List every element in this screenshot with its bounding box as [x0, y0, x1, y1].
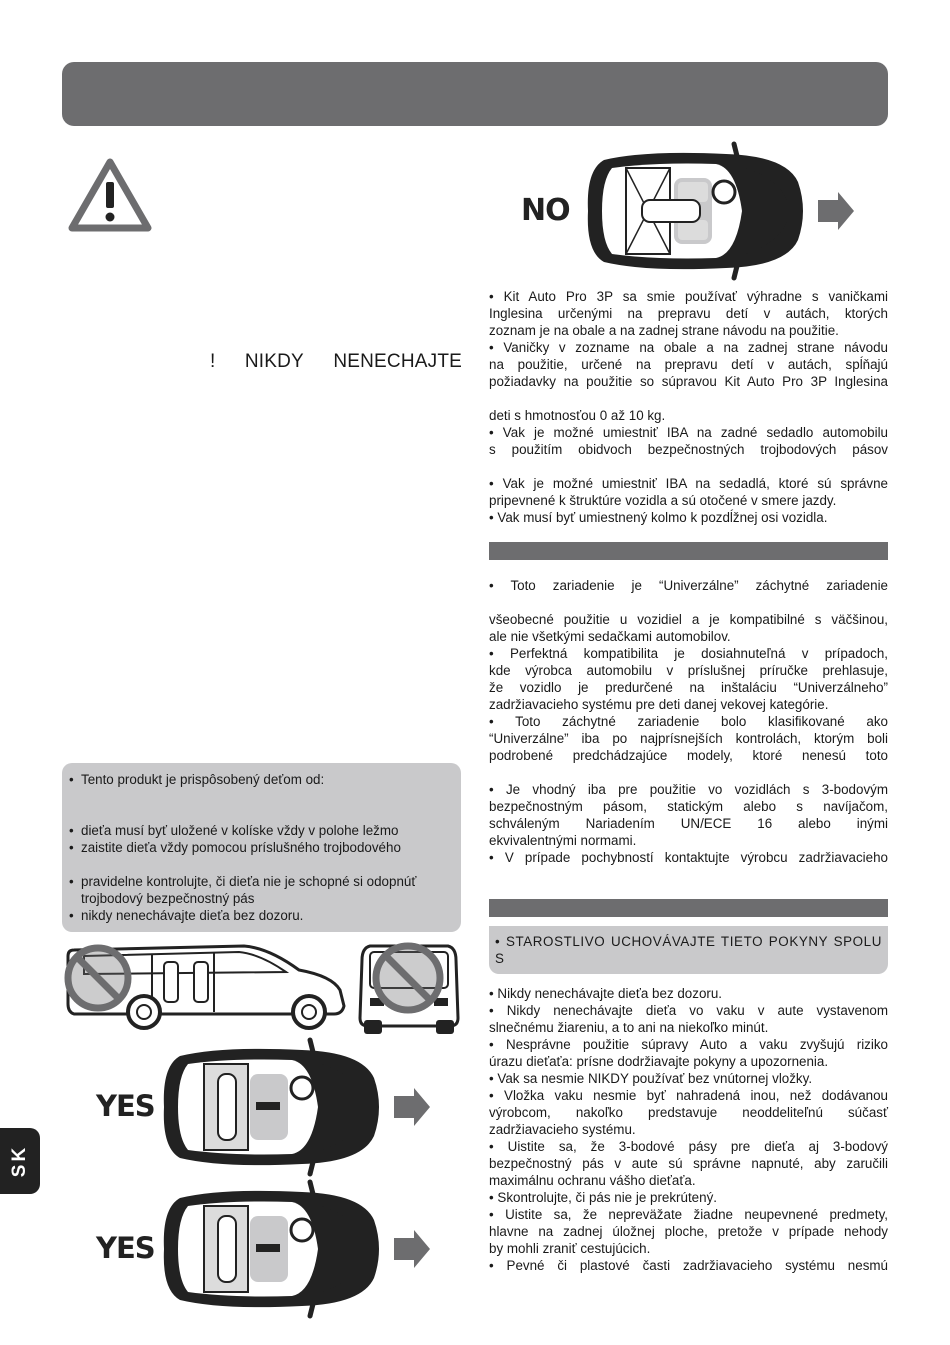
text-line: zoznam je na obale a na zadnej strane návodu na použitie. [489, 323, 839, 338]
language-tab-sk: SK [0, 1128, 40, 1194]
text-line: zadržiavacieho systému. [489, 1122, 636, 1137]
list-item: • Tento produkt je prispôsobený deťom od: [69, 772, 325, 787]
text-line: zadržiavacieho systému pre deti danej vekovej kategórie. [489, 697, 829, 712]
text-line: na použitie, určené na prepravu detí v autách, spĺňajú [489, 357, 888, 372]
text-line: výrobcom, nakoľko predstavuje neoddeliteľnú súčasť [489, 1105, 888, 1120]
text-line: by mohli zraniť cestujúcich. [489, 1241, 651, 1256]
no-label: NO [521, 193, 570, 228]
text-line: “Univerzálne” iba po najprísnejších kontrolách, ktorým boli [489, 731, 888, 746]
text-line: úrazu dieťaťa: prísne dodržiavajte pokyny a upozornenia. [489, 1054, 829, 1069]
text-line: Inglesina určenými na prepravu detí v autách, ktorých [489, 306, 888, 321]
text-line: hlavne na zadnej úložnej ploche, pretože v prípade nehody [489, 1224, 888, 1239]
yes-label-1: YES [96, 1089, 155, 1123]
car-top-view-no [586, 142, 856, 280]
text-line: • Vak je možné umiestniť IBA na zadné sedadlo automobilu [489, 425, 888, 440]
text-line: schváleným Nariadením UN/ECE 16 alebo inými [489, 816, 888, 831]
text-line: • Skontrolujte, či pás nie je prekrútený. [489, 1190, 717, 1205]
universal-device-info [489, 577, 888, 866]
text-line: • Uistite sa, že 3-bodové pásy pre dieťa aj 3-bodový [489, 1139, 888, 1154]
text-line: • Vak sa nesmie NIKDY používať bez vnútornej vložky. [489, 1071, 813, 1086]
text-line: • Vaničky v zozname na obale a na zadnej strane návodu [489, 340, 888, 355]
text-line: požiadavky na použitie so súpravou Kit Auto Pro 3P Inglesina [489, 374, 888, 389]
text-line: • Vak je možné umiestniť IBA na sedadlá, ktoré sú správne [489, 476, 888, 491]
text-line: kde výrobca automobilu v príslušnej príručke prehlasuje, [489, 663, 888, 678]
text-line: • Nikdy nenechávajte dieťa vo vaku v aute vystavenom [489, 1003, 888, 1018]
text-line: • Kit Auto Pro 3P sa smie používať výhradne s vaničkami [489, 289, 888, 304]
text-line: • Uistite sa, že nepreväžate žiadne neupevnené predmety, [489, 1207, 888, 1222]
text-line: s použitím obidvoch bezpečnostných trojbodových pásov [489, 442, 888, 457]
text-line: deti s hmotnosťou 0 až 10 kg. [489, 408, 666, 423]
text-line: • Je vhodný iba pre použitie vo vozidlách s 3-bodovým [489, 782, 888, 797]
safety-warnings [489, 985, 888, 1274]
text-line: všeobecné použitie u vozidiel a je kompatibilné s väčšinou, [489, 612, 888, 627]
list-item: • pravidelne kontrolujte, či dieťa nie je schopné si odopnúť [69, 874, 417, 889]
list-item: • zaistite dieťa vždy pomocou príslušného trojbodového [69, 840, 401, 855]
car-side-view-prohibited [64, 940, 350, 1030]
text-line: ale nie všetkými sedačkami automobilov. [489, 629, 731, 644]
section-bar [489, 899, 888, 917]
text-line: pripevnené k štruktúre vozidla a sú otočené v smere jazdy. [489, 493, 837, 508]
text-line: maximálnu ochranu vášho dieťaťa. [489, 1173, 696, 1188]
text-line: • Nikdy nenechávajte dieťa bez dozoru. [489, 986, 723, 1001]
list-item: trojbodový bezpečnostný pás [81, 891, 255, 906]
keep-instructions-box [489, 926, 888, 974]
text-line: • STAROSTLIVO UCHOVÁVAJTE TIETO POKYNY SPOLU S [495, 934, 882, 966]
header-bar [62, 62, 888, 126]
text-line: slnečnému žiareniu, a to ani na niekoľko minút. [489, 1020, 769, 1035]
list-item: • nikdy nenechávajte dieťa bez dozoru. [69, 908, 304, 923]
text-line: ekvivalentnými normami. [489, 833, 637, 848]
text-line: • Vak musí byť umiestnený kolmo k pozdĺžnej osi vozidla. [489, 510, 828, 525]
text-line: • Toto záchytné zariadenie bolo klasifikované ako [489, 714, 888, 729]
text-line: bezpečnostným pásom, statickým alebo s navíjačom, [489, 799, 888, 814]
text-line: • Pevné či plastové časti zadržiavacieho systému nesmú [489, 1258, 888, 1273]
child-requirements-box [62, 763, 461, 932]
list-item: • dieťa musí byť uložené v kolíske vždy v polohe ležmo [69, 823, 399, 838]
never-leave-warning: ! NIKDY NENECHAJTE [210, 351, 462, 372]
car-top-view-yes-1 [162, 1038, 432, 1176]
yes-label-2: YES [96, 1231, 155, 1265]
text-line: bezpečnostný pás v aute sú správne napnuté, aby zaručili [489, 1156, 888, 1171]
text-line: podrobené predchádzajúce modely, ktoré nenesú toto [489, 748, 888, 763]
text-line: že vozidlo je predurčené na inštaláciu “Univerzálneho” [489, 680, 888, 695]
text-line: • V prípade pochybností kontaktujte výrobcu zadržiavacieho [489, 850, 888, 865]
usage-instructions [489, 288, 888, 526]
car-rear-view-prohibited [356, 940, 462, 1036]
car-top-view-yes-2 [162, 1180, 432, 1318]
text-line: • Nesprávne použitie súpravy Auto a vaku zvyšujú riziko [489, 1037, 888, 1052]
text-line: • Perfektná kompatibilita je dosiahnuteľná v prípadoch, [489, 646, 888, 661]
section-bar [489, 542, 888, 560]
text-line: • Vložka vaku nesmie byť nahradená inou, než dodávanou [489, 1088, 888, 1103]
warning-triangle-icon [66, 156, 154, 234]
text-line: • Toto zariadenie je “Univerzálne” záchytné zariadenie [489, 578, 888, 593]
